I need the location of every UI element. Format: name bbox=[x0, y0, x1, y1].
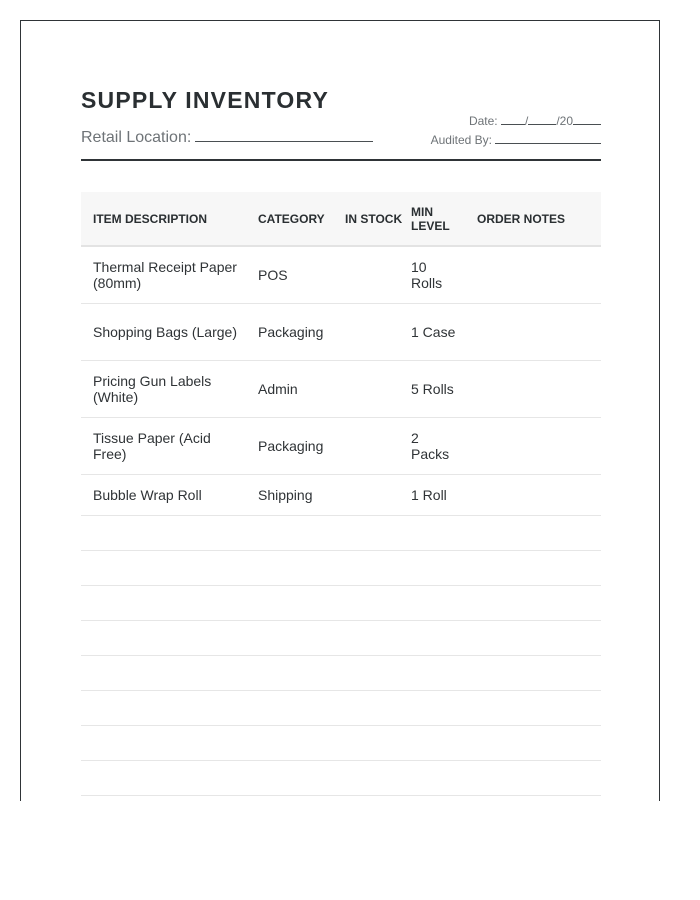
category-cell: POS bbox=[246, 246, 337, 304]
blank-category-cell[interactable] bbox=[246, 586, 337, 621]
category-cell: Packaging bbox=[246, 304, 337, 361]
blank-table-row bbox=[81, 656, 601, 691]
min-level-cell: 1 Roll bbox=[403, 475, 465, 516]
blank-item-description-cell[interactable] bbox=[81, 516, 246, 551]
blank-item-description-cell[interactable] bbox=[81, 621, 246, 656]
table-row bbox=[81, 361, 601, 418]
blank-min-level-cell[interactable] bbox=[403, 621, 465, 656]
table-row bbox=[81, 304, 601, 361]
blank-category-cell[interactable] bbox=[246, 516, 337, 551]
retail-location-field bbox=[81, 127, 373, 147]
blank-category-cell[interactable] bbox=[246, 761, 337, 796]
blank-min-level-cell[interactable] bbox=[403, 761, 465, 796]
blank-in-stock-cell[interactable] bbox=[337, 761, 403, 796]
in-stock-cell[interactable] bbox=[337, 304, 403, 361]
blank-category-cell[interactable] bbox=[246, 691, 337, 726]
blank-order-notes-cell[interactable] bbox=[465, 621, 601, 656]
blank-min-level-cell[interactable] bbox=[403, 516, 465, 551]
blank-in-stock-cell[interactable] bbox=[337, 656, 403, 691]
blank-order-notes-cell[interactable] bbox=[465, 761, 601, 796]
blank-order-notes-cell[interactable] bbox=[465, 656, 601, 691]
blank-order-notes-cell[interactable] bbox=[465, 726, 601, 761]
page-title: SUPPLY INVENTORY bbox=[81, 87, 329, 113]
min-level-cell: 2 Packs bbox=[403, 418, 465, 475]
column-header-order-notes: ORDER NOTES bbox=[465, 192, 601, 246]
date-year-blank[interactable] bbox=[573, 114, 601, 125]
order-notes-cell[interactable] bbox=[465, 246, 601, 304]
blank-min-level-cell[interactable] bbox=[403, 691, 465, 726]
blank-in-stock-cell[interactable] bbox=[337, 691, 403, 726]
table-row bbox=[81, 418, 601, 475]
item-description-cell: Bubble Wrap Roll bbox=[81, 475, 246, 516]
blank-order-notes-cell[interactable] bbox=[465, 516, 601, 551]
blank-table-row bbox=[81, 621, 601, 656]
blank-min-level-cell[interactable] bbox=[403, 656, 465, 691]
blank-in-stock-cell[interactable] bbox=[337, 621, 403, 656]
order-notes-cell[interactable] bbox=[465, 475, 601, 516]
blank-in-stock-cell[interactable] bbox=[337, 726, 403, 761]
blank-table-row bbox=[81, 551, 601, 586]
column-header-category: CATEGORY bbox=[246, 192, 337, 246]
blank-category-cell[interactable] bbox=[246, 726, 337, 761]
header-divider bbox=[81, 159, 601, 161]
blank-order-notes-cell[interactable] bbox=[465, 586, 601, 621]
blank-min-level-cell[interactable] bbox=[403, 726, 465, 761]
column-header-min-level: MIN LEVEL bbox=[403, 192, 465, 246]
blank-table-row bbox=[81, 586, 601, 621]
blank-table-row bbox=[81, 761, 601, 796]
blank-order-notes-cell[interactable] bbox=[465, 691, 601, 726]
date-separator: / bbox=[524, 114, 529, 128]
item-description-cell: Thermal Receipt Paper (80mm) bbox=[81, 246, 246, 304]
min-level-cell: 10 Rolls bbox=[403, 246, 465, 304]
audited-by-field bbox=[431, 133, 601, 147]
order-notes-cell[interactable] bbox=[465, 304, 601, 361]
date-month-blank[interactable] bbox=[501, 114, 525, 125]
blank-item-description-cell[interactable] bbox=[81, 656, 246, 691]
column-header-item-description: ITEM DESCRIPTION bbox=[81, 192, 246, 246]
in-stock-cell[interactable] bbox=[337, 246, 403, 304]
column-header-in-stock: IN STOCK bbox=[337, 192, 403, 246]
blank-min-level-cell[interactable] bbox=[403, 551, 465, 586]
order-notes-cell[interactable] bbox=[465, 418, 601, 475]
blank-min-level-cell[interactable] bbox=[403, 586, 465, 621]
item-description-cell: Tissue Paper (Acid Free) bbox=[81, 418, 246, 475]
audited-by-label: Audited By: bbox=[430, 133, 492, 147]
blank-item-description-cell[interactable] bbox=[81, 761, 246, 796]
blank-item-description-cell[interactable] bbox=[81, 691, 246, 726]
in-stock-cell[interactable] bbox=[337, 475, 403, 516]
blank-item-description-cell[interactable] bbox=[81, 726, 246, 761]
inventory-sheet bbox=[20, 20, 660, 801]
blank-category-cell[interactable] bbox=[246, 656, 337, 691]
category-cell: Admin bbox=[246, 361, 337, 418]
blank-order-notes-cell[interactable] bbox=[465, 551, 601, 586]
blank-item-description-cell[interactable] bbox=[81, 551, 246, 586]
blank-category-cell[interactable] bbox=[246, 621, 337, 656]
item-description-cell: Pricing Gun Labels (White) bbox=[81, 361, 246, 418]
category-cell: Packaging bbox=[246, 418, 337, 475]
order-notes-cell[interactable] bbox=[465, 361, 601, 418]
date-year-prefix: /20 bbox=[556, 114, 573, 128]
table-row bbox=[81, 475, 601, 516]
blank-in-stock-cell[interactable] bbox=[337, 516, 403, 551]
blank-table-row bbox=[81, 726, 601, 761]
table-header-row bbox=[81, 192, 601, 246]
audited-by-blank[interactable] bbox=[495, 133, 601, 144]
date-field bbox=[469, 114, 601, 128]
table-row bbox=[81, 246, 601, 304]
blank-in-stock-cell[interactable] bbox=[337, 586, 403, 621]
retail-location-label: Retail Location: bbox=[81, 129, 192, 146]
blank-item-description-cell[interactable] bbox=[81, 586, 246, 621]
min-level-cell: 5 Rolls bbox=[403, 361, 465, 418]
min-level-cell: 1 Case bbox=[403, 304, 465, 361]
category-cell: Shipping bbox=[246, 475, 337, 516]
blank-table-row bbox=[81, 516, 601, 551]
retail-location-blank[interactable] bbox=[195, 127, 373, 142]
blank-table-row bbox=[81, 691, 601, 726]
in-stock-cell[interactable] bbox=[337, 361, 403, 418]
in-stock-cell[interactable] bbox=[337, 418, 403, 475]
date-label: Date: bbox=[468, 114, 498, 128]
blank-category-cell[interactable] bbox=[246, 551, 337, 586]
blank-in-stock-cell[interactable] bbox=[337, 551, 403, 586]
date-day-blank[interactable] bbox=[528, 114, 556, 125]
inventory-table bbox=[81, 192, 601, 796]
item-description-cell: Shopping Bags (Large) bbox=[81, 304, 246, 361]
